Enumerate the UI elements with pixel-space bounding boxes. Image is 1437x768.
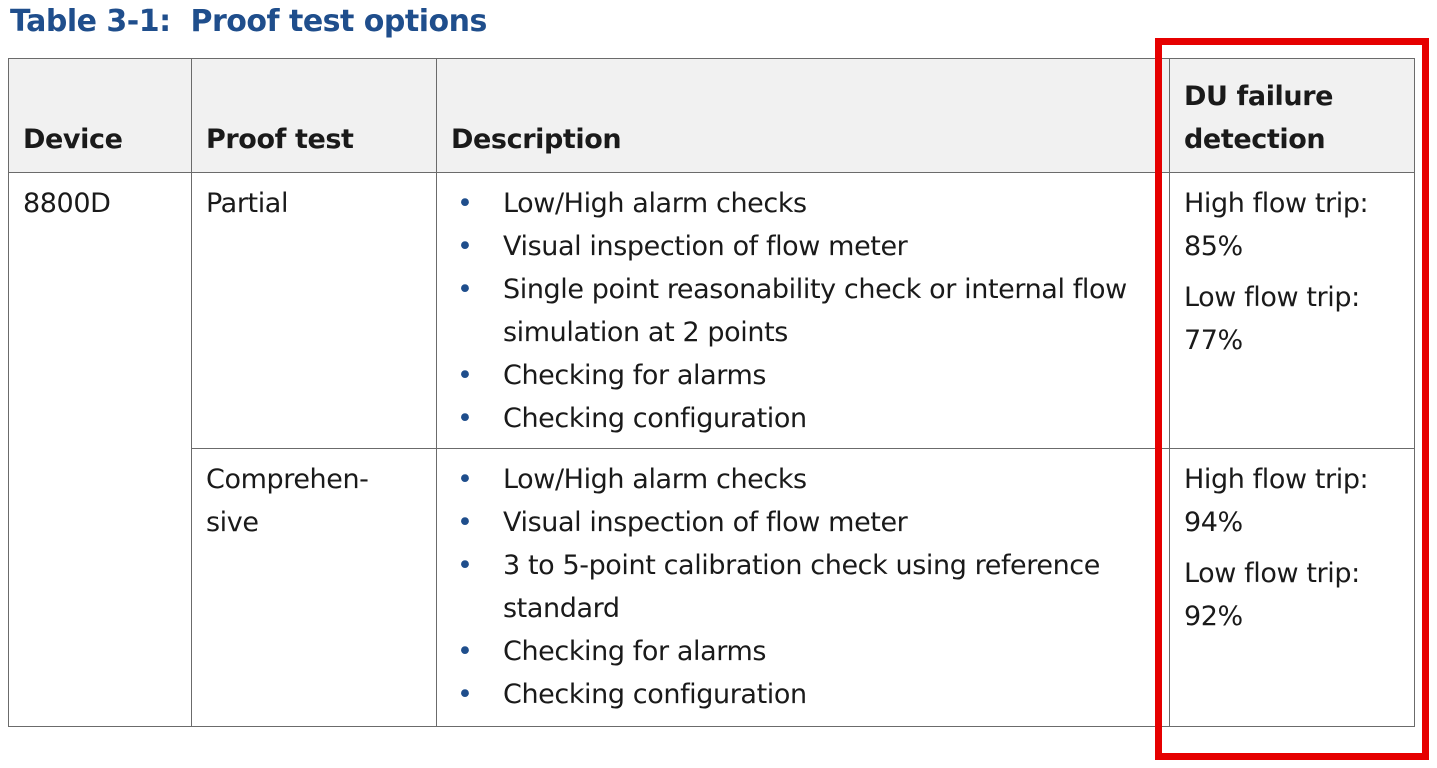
header-row [9, 59, 1415, 173]
check-list [451, 182, 1155, 440]
header-du-failure-detection [1170, 59, 1415, 173]
list-item: • Visual inspection of flow meter [451, 225, 1155, 268]
list-item: • Visual inspection of flow meter [451, 501, 1155, 544]
description-cell-comprehensive [437, 449, 1170, 727]
low-flow-trip-value: 92% [1184, 601, 1243, 632]
proof-test-label-line-2: sive [206, 507, 259, 538]
proof-test-label: Partial [206, 188, 289, 219]
list-item: • Checking for alarms [451, 354, 1155, 397]
low-flow-trip-label: Low flow trip: [1184, 282, 1360, 313]
list-item: • 3 to 5-point calibration check using reference standard [451, 544, 1155, 630]
du-detection-cell-comprehensive [1170, 449, 1415, 727]
header-du-line-1: DU failure [1184, 81, 1334, 112]
header-du-line-2: detection [1184, 124, 1326, 155]
list-item: • Low/High alarm checks [451, 458, 1155, 501]
proof-test-cell-comprehensive [192, 449, 437, 727]
description-cell-partial [437, 173, 1170, 449]
proof-test-cell-partial [192, 173, 437, 449]
header-proof-test: Proof test [192, 59, 437, 173]
list-item: • Checking for alarms [451, 630, 1155, 673]
table-title: Table 3-1: Proof test options [10, 4, 487, 39]
device-cell: 8800D [9, 173, 192, 727]
high-flow-trip-value: 94% [1184, 507, 1243, 538]
low-flow-trip-value: 77% [1184, 325, 1243, 356]
list-item: • Low/High alarm checks [451, 182, 1155, 225]
du-detection-cell-partial [1170, 173, 1415, 449]
high-flow-trip-label: High flow trip: [1184, 464, 1369, 495]
proof-test-table [8, 58, 1415, 727]
low-flow-trip-label: Low flow trip: [1184, 558, 1360, 589]
proof-test-label-line-1: Comprehen- [206, 464, 369, 495]
header-description: Description [437, 59, 1170, 173]
header-device: Device [9, 59, 192, 173]
high-flow-trip-label: High flow trip: [1184, 188, 1369, 219]
check-list [451, 458, 1155, 716]
list-item: • Single point reasonability check or internal flow simulation at 2 points [451, 268, 1155, 354]
high-flow-trip-value: 85% [1184, 231, 1243, 262]
list-item: • Checking configuration [451, 397, 1155, 440]
table-row-comprehensive [9, 449, 1415, 727]
list-item: • Checking configuration [451, 673, 1155, 716]
table-row-partial [9, 173, 1415, 449]
